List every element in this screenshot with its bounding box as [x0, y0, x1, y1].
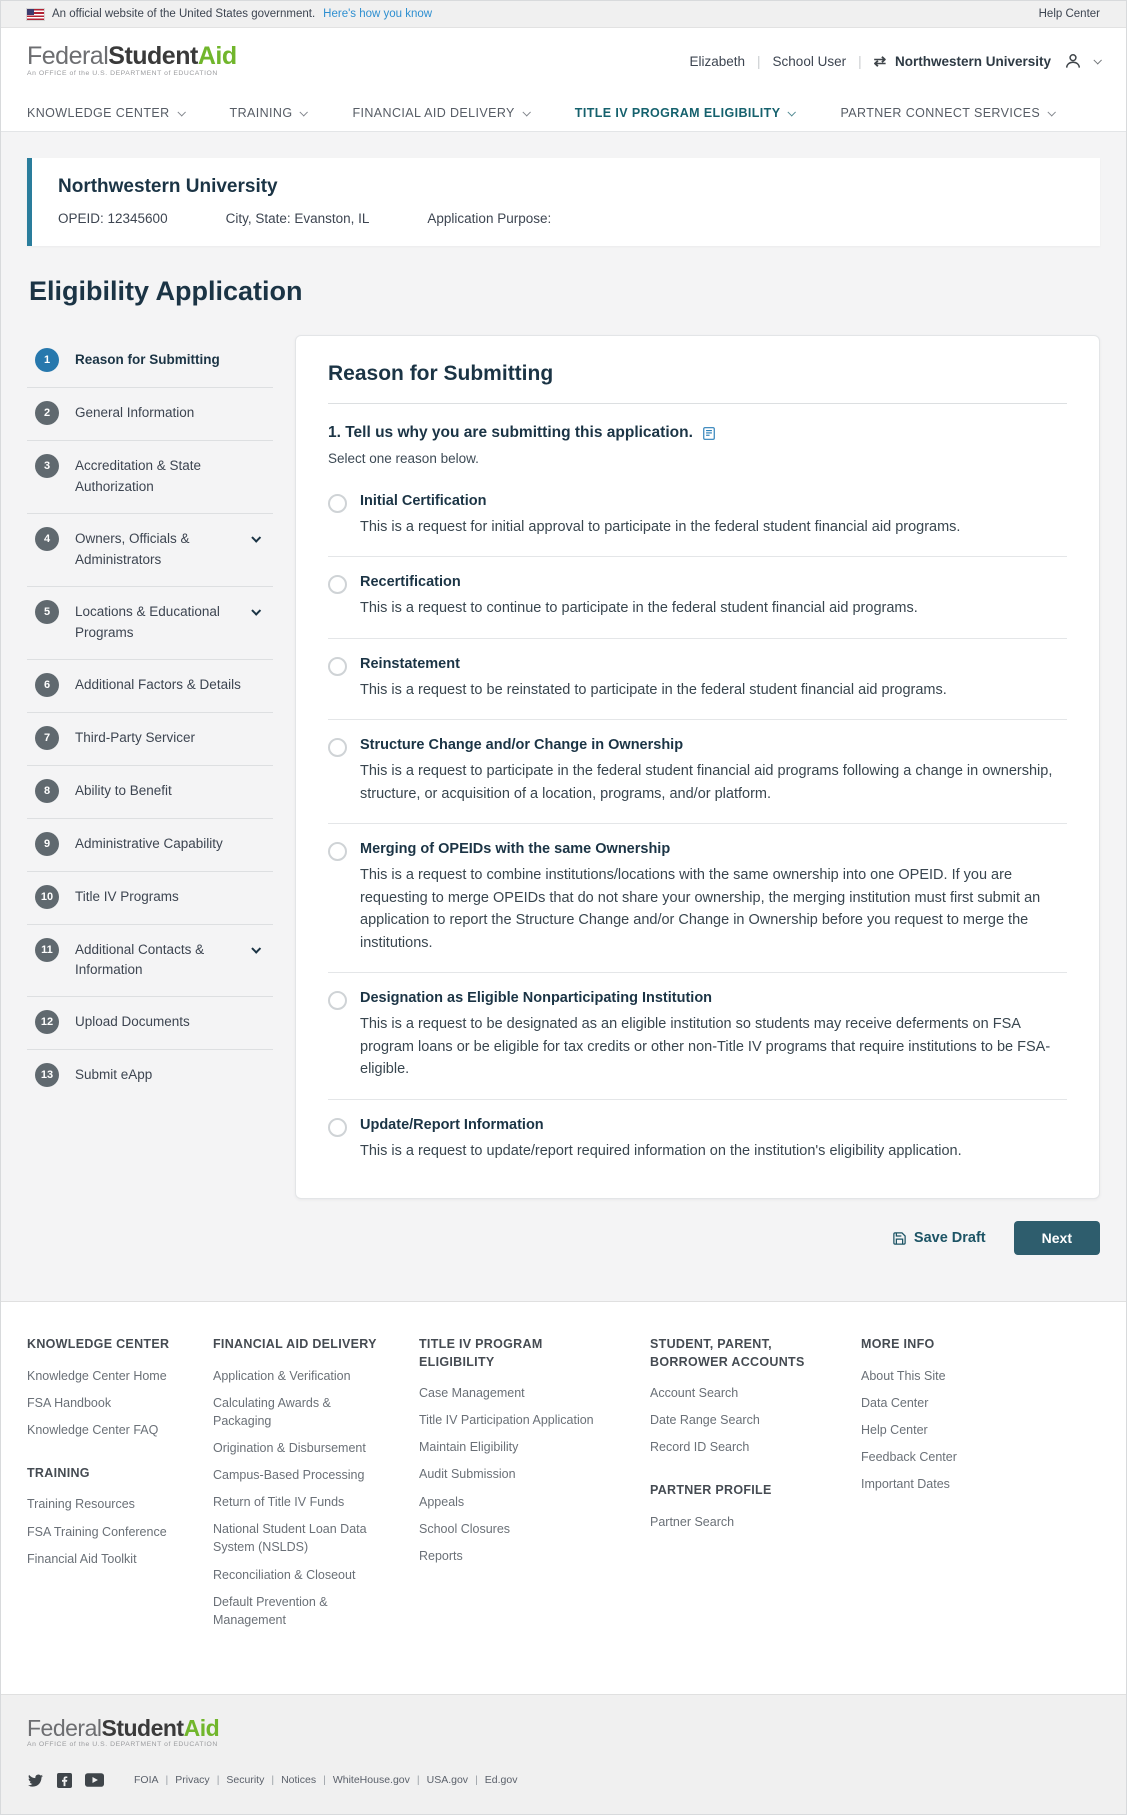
step-additional-contacts-information[interactable] — [27, 924, 273, 997]
radio-button[interactable] — [328, 494, 347, 513]
footer-link[interactable]: Origination & Disbursement — [213, 1440, 366, 1455]
header-separator: | — [858, 53, 862, 69]
footer-link[interactable]: Financial Aid Toolkit — [27, 1551, 137, 1566]
footer-link[interactable]: Calculating Awards & Packaging — [213, 1395, 331, 1428]
option-recertification — [328, 556, 1067, 637]
footer-link[interactable]: Appeals — [419, 1494, 465, 1509]
step-label: Title IV Programs — [75, 888, 179, 904]
footer-link[interactable]: Default Prevention & Management — [213, 1594, 328, 1627]
footer-link[interactable]: Date Range Search — [650, 1413, 760, 1428]
step-submit-eapp[interactable] — [27, 1049, 273, 1102]
step-label: Ability to Benefit — [75, 782, 172, 798]
institution-switcher[interactable] — [874, 52, 1051, 70]
chevron-down-icon — [244, 602, 259, 620]
footer-link[interactable]: Title IV Participation Application — [419, 1413, 594, 1428]
nav-title-iv-program-eligibility[interactable] — [575, 106, 795, 120]
footer-link[interactable]: FSA Training Conference — [27, 1524, 167, 1539]
step-number: 7 — [35, 726, 59, 750]
footer-link[interactable]: Application & Verification — [213, 1368, 351, 1383]
save-icon — [892, 1231, 907, 1246]
footer-link[interactable]: Knowledge Center FAQ — [27, 1422, 159, 1437]
panel-title: Reason for Submitting — [328, 362, 554, 385]
legal-link-whitehouse[interactable]: | WhiteHouse.gov — [316, 1774, 410, 1786]
chevron-down-icon — [522, 108, 530, 116]
footer-link[interactable]: Account Search — [650, 1386, 739, 1401]
facebook-icon[interactable] — [57, 1773, 72, 1788]
step-label: Administrative Capability — [75, 835, 223, 851]
step-ability-to-benefit[interactable] — [27, 765, 273, 818]
legal-link-usagov[interactable]: | USA.gov — [410, 1774, 468, 1786]
option-description: This is a request to continue to participate in the federal student financial aid programs. — [360, 600, 918, 617]
option-description: This is a request to participate in the federal student financial aid programs following a change in ownership, structure, or acquisition of a location, programs, and/or platform. — [360, 763, 1053, 802]
reason-for-submitting-panel — [295, 335, 1100, 1199]
step-number: 2 — [35, 401, 59, 425]
logo-student: Student — [108, 42, 198, 71]
legal-links — [134, 1774, 518, 1786]
next-button[interactable]: Next — [1014, 1221, 1100, 1255]
footer-heading-knowledge-center: KNOWLEDGE CENTER — [27, 1337, 170, 1352]
step-label: General Information — [75, 405, 195, 420]
step-number: 10 — [35, 885, 59, 909]
user-name: Elizabeth — [689, 53, 746, 69]
footer-heading-training: TRAINING — [27, 1465, 90, 1480]
account-menu-button[interactable] — [1063, 51, 1100, 71]
step-number: 6 — [35, 673, 59, 697]
option-designation-nonparticipating — [328, 972, 1067, 1098]
radio-button[interactable] — [328, 575, 347, 594]
nav-partner-connect-services[interactable] — [840, 106, 1054, 120]
footer-heading-partner-profile: PARTNER PROFILE — [650, 1483, 772, 1498]
footer-link[interactable]: Important Dates — [861, 1477, 950, 1492]
legal-link-security[interactable]: | Security — [210, 1774, 265, 1786]
footer-link[interactable]: Training Resources — [27, 1497, 135, 1512]
option-description: This is a request to be reinstated to participate in the federal student financial aid programs. — [360, 681, 947, 698]
institution-application-purpose: Application Purpose: — [427, 211, 552, 226]
step-label: Submit eApp — [75, 1067, 153, 1083]
step-number: 5 — [35, 600, 59, 624]
header-separator: | — [757, 53, 761, 69]
footer-link[interactable]: Reconciliation & Closeout — [213, 1567, 356, 1582]
option-label[interactable]: Designation as Eligible Nonparticipating Institution — [360, 990, 713, 1007]
footer-link[interactable]: Campus-Based Processing — [213, 1468, 365, 1483]
step-number: 12 — [35, 1010, 59, 1034]
question-text: 1. Tell us why you are submitting this application. — [328, 424, 693, 441]
radio-button[interactable] — [328, 1118, 347, 1137]
twitter-icon[interactable] — [27, 1773, 44, 1788]
option-label[interactable]: Update/Report Information — [360, 1116, 544, 1133]
step-title-iv-programs[interactable] — [27, 871, 273, 924]
nav-label: TRAINING — [229, 105, 293, 120]
logo-aid: Aid — [183, 1714, 220, 1741]
chevron-down-icon — [788, 108, 796, 116]
question-hint: Select one reason below. — [328, 451, 479, 466]
site-header — [1, 28, 1126, 94]
step-number: 8 — [35, 779, 59, 803]
step-number: 11 — [35, 938, 59, 962]
footer-link[interactable]: Partner Search — [650, 1514, 735, 1529]
step-number: 9 — [35, 832, 59, 856]
save-draft-label: Save Draft — [913, 1230, 986, 1247]
footer-heading-more-info: MORE INFO — [861, 1337, 935, 1352]
chevron-down-icon — [244, 529, 259, 547]
site-footer — [1, 1301, 1126, 1694]
chevron-down-icon — [1093, 56, 1101, 64]
footer-heading-financial-aid-delivery: FINANCIAL AID DELIVERY — [213, 1337, 377, 1352]
how-you-know-link[interactable]: Here's how you know — [323, 8, 433, 20]
gov-banner — [1, 1, 1126, 28]
nav-label: KNOWLEDGE CENTER — [27, 105, 170, 120]
main-nav — [1, 94, 1126, 132]
option-merging-opeids — [328, 823, 1067, 972]
page-title: Eligibility Application — [29, 276, 303, 306]
option-description: This is a request for initial approval to participate in the federal student financial aid programs. — [360, 519, 961, 535]
legal-link-notices[interactable]: | Notices — [264, 1774, 316, 1786]
chevron-down-icon — [177, 108, 185, 116]
logo-federal: Federal — [27, 42, 109, 71]
chevron-down-icon — [300, 108, 308, 116]
step-number: 1 — [35, 348, 59, 372]
institution-name: Northwestern University — [894, 54, 1051, 69]
legal-link-foia[interactable]: FOIA — [134, 1774, 159, 1787]
footer-link[interactable]: Data Center — [861, 1395, 929, 1410]
step-number: 3 — [35, 454, 59, 478]
footer-link[interactable]: Return of Title IV Funds — [213, 1495, 345, 1510]
us-flag-icon — [27, 9, 44, 20]
step-label: Reason for Submitting — [75, 352, 220, 367]
help-center-link[interactable]: Help Center — [1038, 8, 1100, 20]
bottom-footer — [1, 1694, 1126, 1814]
institution-banner-name: Northwestern University — [58, 176, 278, 197]
swap-icon: ⇄ — [873, 53, 887, 70]
footer-link[interactable]: Case Management — [419, 1386, 525, 1401]
step-owners-officials-administrators[interactable] — [27, 513, 273, 586]
radio-button[interactable] — [328, 738, 347, 757]
footer-link[interactable]: School Closures — [419, 1521, 511, 1536]
footer-link[interactable]: Maintain Eligibility — [419, 1440, 519, 1455]
option-label[interactable]: Structure Change and/or Change in Ownership — [360, 737, 684, 754]
step-label: Accreditation & State Authorization — [75, 458, 202, 494]
chevron-down-icon — [244, 940, 259, 958]
official-site-text: An official website of the United States government. — [52, 8, 316, 20]
step-number: 13 — [35, 1063, 59, 1087]
person-icon — [1063, 51, 1083, 71]
step-label: Owners, Officials & Administrators — [75, 530, 190, 567]
step-general-information[interactable] — [27, 387, 273, 440]
radio-button[interactable] — [328, 991, 347, 1010]
fsa-logo-footer[interactable] — [27, 1714, 1100, 1749]
nav-knowledge-center[interactable] — [27, 106, 184, 120]
logo-tagline: An OFFICE of the U.S. DEPARTMENT of EDUCATION — [27, 1740, 218, 1748]
option-initial-certification — [328, 476, 1067, 556]
step-label: Additional Factors & Details — [75, 676, 241, 692]
legal-link-privacy[interactable]: | Privacy — [159, 1774, 210, 1786]
divider — [328, 403, 1067, 404]
youtube-icon[interactable] — [85, 1773, 104, 1787]
step-accreditation-state-authorization[interactable] — [27, 440, 273, 513]
step-label: Locations & Educational Programs — [75, 603, 220, 640]
step-label: Additional Contacts & Information — [75, 941, 205, 978]
step-label: Third-Party Servicer — [75, 729, 196, 745]
footer-link[interactable]: Record ID Search — [650, 1440, 750, 1455]
option-description: This is a request to update/report required information on the institution's eligibility application. — [360, 1142, 962, 1159]
nav-financial-aid-delivery[interactable] — [352, 106, 528, 120]
footer-link[interactable]: Help Center — [861, 1422, 928, 1437]
chevron-down-icon — [1048, 108, 1056, 116]
radio-button[interactable] — [328, 842, 347, 861]
step-administrative-capability[interactable] — [27, 818, 273, 871]
option-label[interactable]: Reinstatement — [360, 655, 460, 672]
footer-link[interactable]: Reports — [419, 1548, 463, 1563]
nav-label: TITLE IV PROGRAM ELIGIBILITY — [574, 105, 781, 120]
save-draft-button[interactable] — [892, 1230, 986, 1246]
footer-link[interactable]: National Student Loan Data System (NSLDS) — [213, 1522, 367, 1555]
step-number: 4 — [35, 527, 59, 551]
footer-link[interactable]: FSA Handbook — [27, 1395, 112, 1410]
option-description: This is a request to be designated as an eligible institution so students may receive deferments on FSA program loans or be eligible for tax credits or other non-Title IV programs that require institutions to be FSA-eligible. — [360, 1016, 1051, 1078]
logo-student: Student — [101, 1714, 184, 1741]
footer-heading-student-parent-borrower: STUDENT, PARENT, BORROWER ACCOUNTS — [650, 1337, 805, 1369]
option-label[interactable]: Initial Certification — [360, 493, 487, 509]
logo-aid: Aid — [197, 42, 237, 71]
option-structure-change — [328, 719, 1067, 823]
option-label[interactable]: Recertification — [360, 574, 461, 591]
footer-link[interactable]: Knowledge Center Home — [27, 1368, 167, 1383]
institution-city-state: City, State: Evanston, IL — [225, 211, 370, 226]
step-additional-factors-details[interactable] — [27, 659, 273, 712]
nav-label: FINANCIAL AID DELIVERY — [352, 105, 515, 120]
radio-button[interactable] — [328, 657, 347, 676]
option-reinstatement — [328, 638, 1067, 719]
step-label: Upload Documents — [75, 1014, 190, 1030]
logo-tagline: An OFFICE of the U.S. DEPARTMENT of EDUCATION — [27, 70, 218, 78]
nav-training[interactable] — [230, 106, 307, 120]
content-area — [1, 132, 1126, 1301]
institution-opeid: OPEID: 12345600 — [58, 211, 168, 226]
step-third-party-servicer[interactable] — [27, 712, 273, 765]
footer-link[interactable]: Feedback Center — [861, 1449, 957, 1464]
logo-federal: Federal — [27, 1714, 102, 1741]
option-update-report-information — [328, 1099, 1067, 1180]
nav-label: PARTNER CONNECT SERVICES — [840, 105, 1041, 120]
step-upload-documents[interactable] — [27, 996, 273, 1049]
fsa-logo[interactable] — [27, 44, 237, 78]
step-reason-for-submitting[interactable] — [27, 335, 273, 387]
option-description: This is a request to combine institutions/locations with the same ownership into one OPEID. If you are requesting to merge OPEIDs that do not share your ownership, the merging institution must first submit an application to report the Structure Change and/or Change in Ownership before you request to merge the institutions. — [360, 867, 1041, 951]
footer-link[interactable]: About This Site — [861, 1368, 946, 1383]
user-role: School User — [772, 53, 847, 69]
footer-link[interactable]: Audit Submission — [419, 1467, 516, 1482]
legal-link-edgov[interactable]: | Ed.gov — [468, 1774, 517, 1786]
institution-banner — [27, 158, 1100, 246]
stepper-sidebar — [27, 335, 273, 1102]
footer-heading-title-iv: TITLE IV PROGRAM ELIGIBILITY — [419, 1337, 543, 1369]
step-locations-educational-programs[interactable] — [27, 586, 273, 659]
option-label[interactable]: Merging of OPEIDs with the same Ownership — [360, 841, 671, 858]
glossary-icon[interactable] — [702, 426, 716, 441]
